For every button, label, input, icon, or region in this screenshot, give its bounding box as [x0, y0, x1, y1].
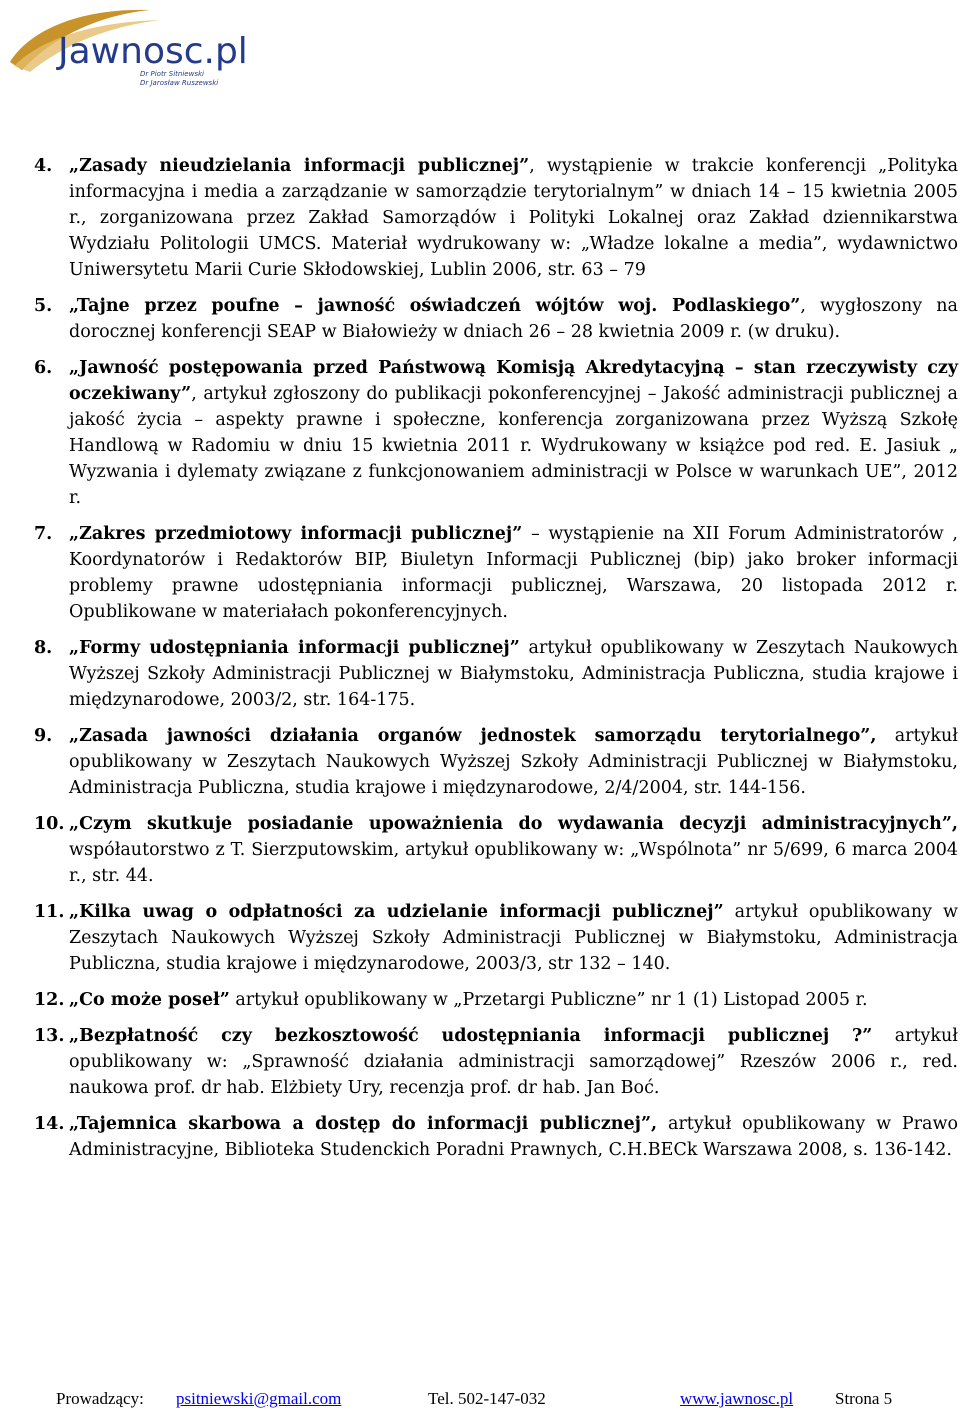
list-item — [34, 1023, 958, 1101]
item-text: , wygłoszony na dorocznej konferencji SEAP w Białowieży w dniach 26 – 28 kwietnia 2009 r. (w druku). — [69, 296, 958, 342]
list-item — [34, 293, 958, 345]
list-item — [34, 723, 958, 801]
item-text: artykuł opublikowany w Zeszytach Naukowych Wyższej Szkoły Administracji Publicznej w Białymstoku, Administracja Publiczna, studia krajowe i międzynarodowe, 2003/3, str 132 – 140. — [69, 902, 958, 974]
item-title: „Tajemnica skarbowa a dostęp do informacji publicznej”, — [69, 1114, 658, 1134]
item-number: 8. — [34, 638, 53, 658]
item-text: , artykuł zgłoszony do publikacji pokonferencyjnej – Jakość administracji publicznej a jakość życia – aspekty prawne i społeczne, konferencja zorganizowana przez Wyższą Szkołę Handlową w Radomiu w dniu 15 kwietnia 2011 r. Wydrukowany w książce pod red. E. Jasiuk „ Wyzwania i dylematy związane z funkcjonowaniem administracji w Polsce w warunkach UE”, 2012 r. — [69, 384, 958, 508]
logo-author-1: Dr Piotr Sitniewski — [140, 70, 204, 78]
item-text: – wystąpienie na XII Forum Administratorów , Koordynatorów i Redaktorów BIP, Biuletyn Informacji Publicznej (bip) jako broker informacji problemy prawne udostępniania informacji publicznej, Warszawa, 20 listopada 2012 r. Opublikowane w materiałach pokonferencyjnych. — [69, 524, 958, 622]
item-title: „Formy udostępniania informacji publicznej” — [69, 638, 520, 658]
item-number: 9. — [34, 726, 53, 746]
item-text: artykuł opublikowany w Zeszytach Naukowych Wyższej Szkoły Administracji Publicznej w Białymstoku, Administracja Publiczna, studia krajowe i międzynarodowe, 2003/2, str. 164-175. — [69, 638, 958, 710]
page-footer — [56, 1389, 916, 1413]
item-text: , wystąpienie w trakcie konferencji „Polityka informacyjna i media a zarządzanie w samorządzie terytorialnym” w dniach 14 – 15 kwietnia 2005 r., zorganizowana przez Zakład Samorządów i Polityki Lokalnej oraz Zakład dziennikarstwa Wydziału Politologii UMCS. Materiał wydrukowany w: „Władze lokalne a media”, wydawnictwo Uniwersytetu Marii Curie Skłodowskiej, Lublin 2006, str. 63 – 79 — [69, 156, 958, 280]
item-title: „Co może poseł” — [69, 990, 230, 1010]
page-number: Strona 5 — [835, 1389, 893, 1408]
item-number: 4. — [34, 156, 53, 176]
item-text: współautorstwo z T. Sierzputowskim, artykuł opublikowany w: „Wspólnota” nr 5/699, 6 marca 2004 r., str. 44. — [69, 840, 958, 886]
item-number: 5. — [34, 296, 53, 316]
item-title: „Bezpłatność czy bezkosztowość udostępniania informacji publicznej ?” — [69, 1026, 873, 1046]
item-title: „Zasady nieudzielania informacji publicznej” — [69, 156, 530, 176]
list-item — [34, 521, 958, 625]
list-item — [34, 899, 958, 977]
footer-label: Prowadzący: — [56, 1389, 144, 1408]
list-item — [34, 355, 958, 511]
item-text: artykuł opublikowany w Prawo Administracyjne, Biblioteka Studenckich Poradni Prawnych, C.H.BECk Warszawa 2008, s. 136-142. — [69, 1114, 959, 1160]
item-number: 14. — [34, 1114, 65, 1134]
publication-list — [34, 153, 958, 1163]
item-title: „Tajne przez poufne – jawność oświadczeń wójtów woj. Podlaskiego” — [69, 296, 801, 316]
item-text: artykuł opublikowany w: „Sprawność działania administracji samorządowej” Rzeszów 2006 r., red. naukowa prof. dr hab. Elżbiety Ury, recenzja prof. dr hab. Jan Boć. — [69, 1026, 958, 1098]
item-title: „Jawność postępowania przed Państwową Komisją Akredytacyjną – stan rzeczywisty czy oczekiwany” — [69, 358, 958, 404]
website-link[interactable]: www.jawnosc.pl — [680, 1389, 794, 1408]
logo-text: Jawnosc.pl — [58, 31, 248, 72]
item-number: 6. — [34, 358, 53, 378]
footer-phone: Tel. 502-147-032 — [428, 1389, 546, 1408]
item-title: „Kilka uwag o odpłatności za udzielanie informacji publicznej” — [69, 902, 724, 922]
list-item — [34, 811, 958, 889]
list-item — [34, 153, 958, 283]
item-title: „Czym skutkuje posiadanie upoważnienia do wydawania decyzji administracyjnych”, — [69, 814, 958, 834]
item-number: 10. — [34, 814, 65, 834]
item-text: artykuł opublikowany w Zeszytach Naukowych Wyższej Szkoły Administracji Publicznej w Białymstoku, Administracja Publiczna, studia krajowe i międzynarodowe, 2/4/2004, str. 144-156. — [69, 726, 958, 798]
item-title: „Zasada jawności działania organów jednostek samorządu terytorialnego”, — [69, 726, 877, 746]
item-number: 11. — [34, 902, 65, 922]
jawnosc-logo — [0, 0, 260, 90]
item-title: „Zakres przedmiotowy informacji publicznej” — [69, 524, 523, 544]
item-number: 7. — [34, 524, 53, 544]
list-item — [34, 1111, 958, 1163]
item-text: artykuł opublikowany w „Przetargi Publiczne” nr 1 (1) Listopad 2005 r. — [229, 990, 868, 1010]
list-item — [34, 635, 958, 713]
item-number: 12. — [34, 990, 65, 1010]
email-link[interactable]: psitniewski@gmail.com — [176, 1389, 342, 1408]
item-number: 13. — [34, 1026, 65, 1046]
list-item — [34, 987, 958, 1013]
logo-author-2: Dr Jarosław Ruszewski — [140, 79, 219, 87]
